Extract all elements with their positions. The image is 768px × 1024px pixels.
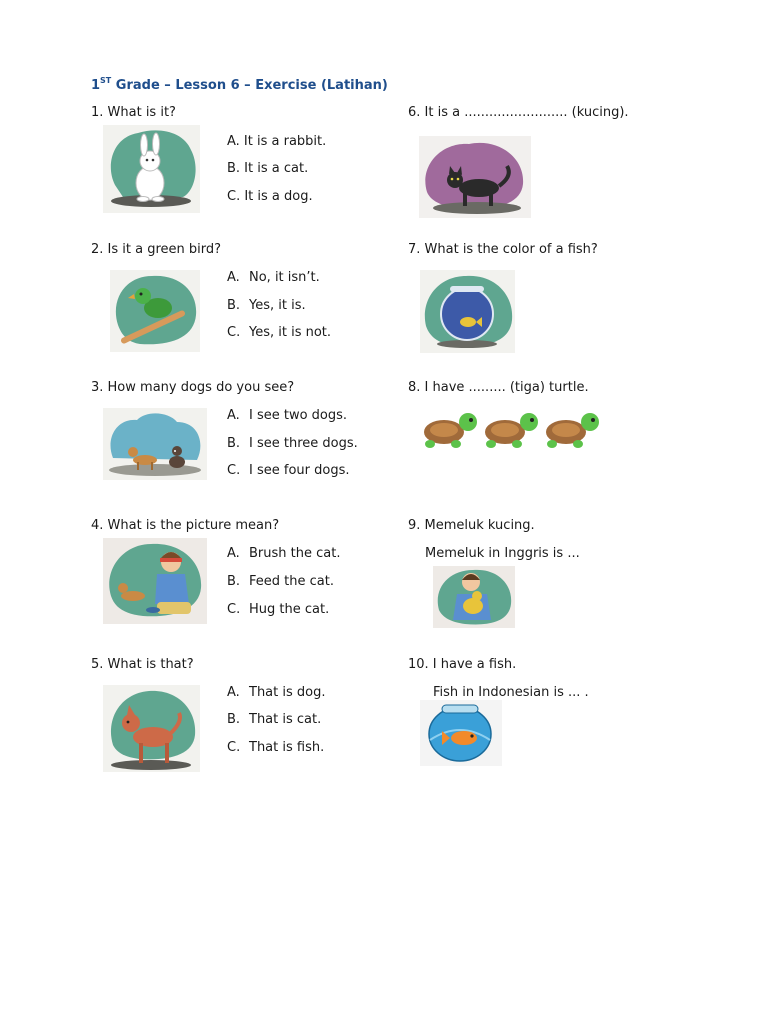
q5-option-a: A. That is dog. <box>227 685 326 700</box>
question-4: 4. What is the picture mean? <box>91 518 280 533</box>
question-9: 9. Memeluk kucing. <box>408 518 535 533</box>
boy-hugging-cat-picture <box>433 566 515 628</box>
rabbit-picture <box>103 125 200 213</box>
page-title <box>91 76 388 93</box>
q3-option-b: B. I see three dogs. <box>227 436 358 451</box>
q2-option-b: B. Yes, it is. <box>227 298 306 313</box>
question-10: 10. I have a fish. <box>408 657 517 672</box>
q1-option-c: C. It is a dog. <box>227 189 313 204</box>
question-8: 8. I have ......... (tiga) turtle. <box>408 380 589 395</box>
q2-option-a: A. No, it isn’t. <box>227 270 320 285</box>
title-text: Grade – Lesson 6 – Exercise (Latihan) <box>111 78 388 93</box>
q4-option-b: B. Feed the cat. <box>227 574 334 589</box>
q4-option-a: A. Brush the cat. <box>227 546 341 561</box>
q1-option-a: A. It is a rabbit. <box>227 134 327 149</box>
q3-option-c: C. I see four dogs. <box>227 463 350 478</box>
question-7: 7. What is the color of a fish? <box>408 242 598 257</box>
question-6: 6. It is a ......................... (kucing). <box>408 105 629 120</box>
grade-superscript: ST <box>100 76 112 85</box>
q5-option-c: C. That is fish. <box>227 740 325 755</box>
question-3: 3. How many dogs do you see? <box>91 380 295 395</box>
fish-bowl-picture <box>420 270 515 353</box>
question-9-sub: Memeluk in Inggris is ... <box>425 546 580 561</box>
dog-picture <box>103 685 200 772</box>
turtle-icon <box>424 413 477 448</box>
q5-option-b: B. That is cat. <box>227 712 322 727</box>
three-turtles-picture <box>420 408 604 454</box>
question-1: 1. What is it? <box>91 105 176 120</box>
q2-option-c: C. Yes, it is not. <box>227 325 332 340</box>
orange-fish-bowl-picture <box>420 700 502 766</box>
question-10-sub: Fish in Indonesian is ... . <box>433 685 589 700</box>
two-dogs-picture <box>103 408 207 480</box>
question-2: 2. Is it a green bird? <box>91 242 222 257</box>
question-5: 5. What is that? <box>91 657 194 672</box>
green-bird-picture <box>110 270 200 352</box>
q1-option-b: B. It is a cat. <box>227 161 309 176</box>
q3-option-a: A. I see two dogs. <box>227 408 348 423</box>
grade-number: 1 <box>91 78 101 93</box>
black-cat-picture <box>419 136 531 218</box>
boy-feeding-cat-picture <box>103 538 207 624</box>
q4-option-c: C. Hug the cat. <box>227 602 330 617</box>
